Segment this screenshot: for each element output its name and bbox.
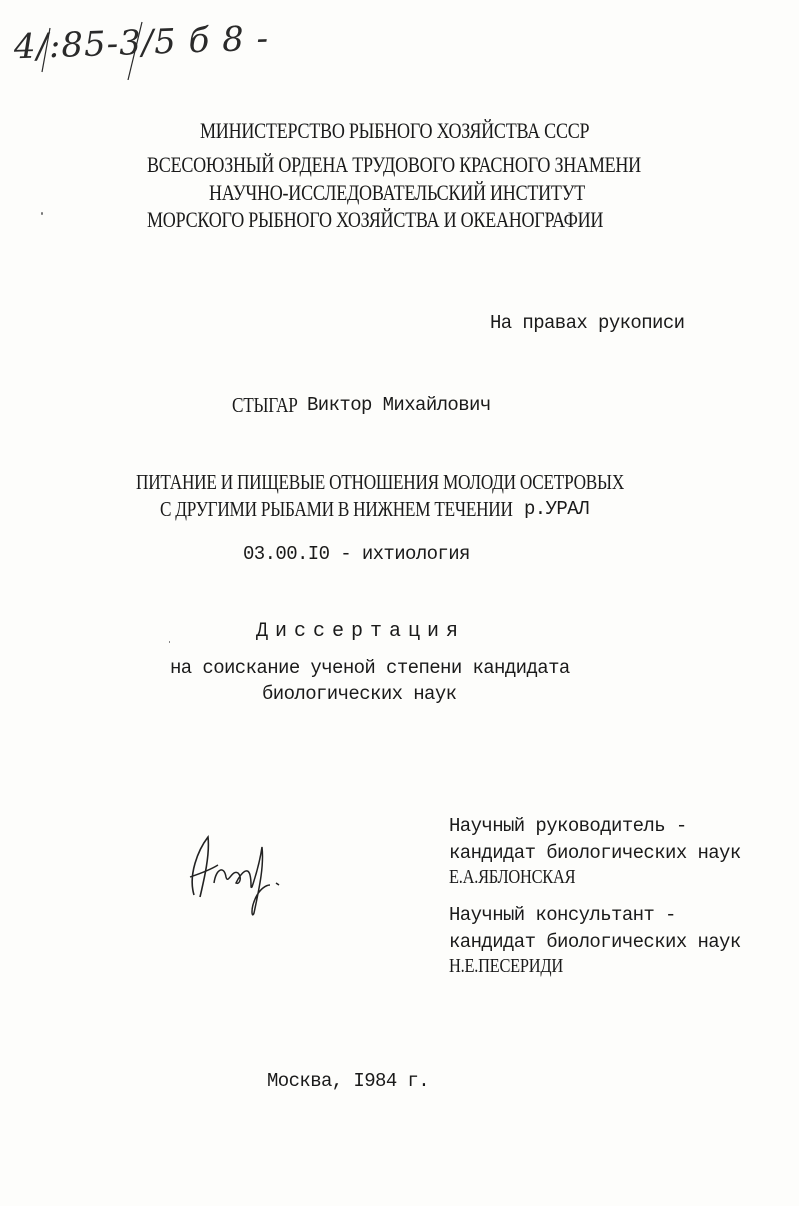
thesis-title-line-1: ПИТАНИЕ И ПИЩЕВЫЕ ОТНОШЕНИЯ МОЛОДИ ОСЕТРОВЫХ — [136, 470, 625, 494]
supervisor-name-text: Е.А.ЯБЛОНСКАЯ — [449, 866, 576, 888]
place-and-year: Москва, I984 г. — [267, 1070, 430, 1092]
author-surname: СТЫГАР — [232, 393, 298, 417]
handwritten-signature — [180, 825, 290, 920]
degree-line-1: на соискание ученой степени кандидата — [170, 657, 570, 679]
institution-line-3: НАУЧНО-ИССЛЕДОВАТЕЛЬСКИЙ ИНСТИТУТ — [209, 180, 586, 205]
supervisor-degree: кандидат биологических наук — [449, 842, 741, 864]
svg-text:4/:85-3/5 б 8 - 9: 4/:85-3/5 б 8 - 9 — [13, 17, 280, 68]
author-given-names: Виктор Михайлович — [307, 394, 491, 416]
scan-speck — [169, 641, 170, 643]
consultant-degree: кандидат биологических наук — [449, 931, 741, 953]
consultant-name — [449, 955, 588, 978]
institution-line-1: МИНИСТЕРСТВО РЫБНОГО ХОЗЯЙСТВА СССР — [200, 118, 590, 143]
thesis-title-line-2 — [160, 497, 590, 522]
archive-number-handwriting — [10, 10, 280, 80]
degree-line-2: биологических наук — [262, 683, 457, 705]
supervisor-name — [449, 866, 603, 889]
consultant-role: Научный консультант - — [449, 904, 676, 926]
institution-line-2: ВСЕСОЮЗНЫЙ ОРДЕНА ТРУДОВОГО КРАСНОГО ЗНАМЕНИ — [147, 152, 641, 177]
consultant-name-text: Н.Е.ПЕСЕРИДИ — [449, 955, 563, 977]
thesis-title-line-2-caps: С ДРУГИМИ РЫБАМИ В НИЖНЕМ ТЕЧЕНИИ — [160, 497, 513, 521]
supervisor-role: Научный руководитель - — [449, 815, 687, 837]
document-type: Диссертация — [256, 620, 466, 643]
signature-drawing — [180, 825, 290, 920]
scan-speck — [41, 212, 43, 215]
author-name — [232, 393, 491, 418]
manuscript-rights: На правах рукописи — [490, 312, 685, 334]
thesis-title-river: р.УРАЛ — [524, 498, 589, 520]
archive-number — [10, 10, 280, 80]
institution-line-4: МОРСКОГО РЫБНОГО ХОЗЯЙСТВА И ОКЕАНОГРАФИИ — [147, 207, 604, 232]
specialty-code: 03.00.I0 - ихтиология — [243, 543, 470, 565]
